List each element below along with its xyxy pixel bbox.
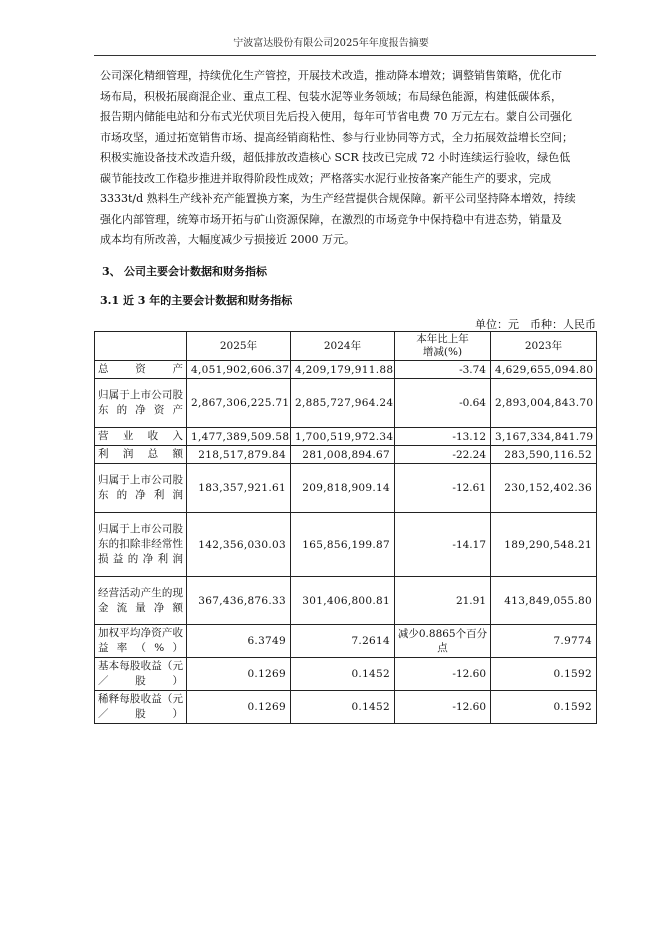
cell-change: 减少0.8865个百分点 — [395, 625, 491, 658]
cell-2024: 0.1452 — [291, 658, 395, 691]
section-3-title: 公司主要会计数据和财务指标 — [124, 265, 267, 278]
cell-2025: 6.3749 — [187, 625, 291, 658]
cell-2023: 413,849,055.80 — [491, 577, 597, 625]
row-label: 稀释每股收益（元／股） — [95, 691, 187, 724]
cell-change: -3.74 — [395, 361, 491, 379]
cell-2023: 283,590,116.52 — [491, 446, 597, 464]
row-label: 归属于上市公司股东的扣除非经常性损益的净利润 — [95, 513, 187, 577]
cell-2024: 301,406,800.81 — [291, 577, 395, 625]
report-header-title: 宁波富达股份有限公司2025年年度报告摘要 — [233, 38, 429, 49]
header-divider — [94, 55, 596, 56]
header-2025: 2025年 — [187, 332, 291, 361]
row-label: 加权平均净资产收益率（%） — [95, 625, 187, 658]
cell-2024: 4,209,179,911.88 — [291, 361, 395, 379]
paragraph-line: 强化内部管理，统筹市场开拓与矿山资源保障，在激烈的市场竞争中保持稳中有进态势，销量及 — [100, 212, 562, 226]
cell-change: -12.61 — [395, 464, 491, 513]
cell-2025: 367,436,876.33 — [187, 577, 291, 625]
row-label: 总资产 — [95, 361, 187, 379]
cell-2023: 7.9774 — [491, 625, 597, 658]
cell-change: -0.64 — [395, 379, 491, 428]
paragraph-line: 公司深化精细管理，持续优化生产管控，开展技术改造，推动降本增效；调整销售策略，优化市 — [100, 69, 562, 82]
cell-2025: 4,051,902,606.37 — [187, 361, 291, 379]
cell-2025: 1,477,389,509.58 — [187, 428, 291, 446]
cell-change: -12.60 — [395, 691, 491, 724]
cell-2024: 1,700,519,972.34 — [291, 428, 395, 446]
row-label: 归属于上市公司股东的净利润 — [95, 464, 187, 513]
cell-2025: 0.1269 — [187, 658, 291, 691]
business-paragraph — [100, 66, 596, 251]
cell-2023: 2,893,004,843.70 — [491, 379, 597, 428]
paragraph-line: 成本均有所改善，大幅度减少亏损接近 2000 万元。 — [100, 233, 355, 246]
cell-change: -14.17 — [395, 513, 491, 577]
row-label: 营业收入 — [95, 428, 187, 446]
cell-change: 21.91 — [395, 577, 491, 625]
header-change: 本年比上年 增减(%) — [395, 332, 491, 361]
row-label: 归属于上市公司股东的净资产 — [95, 379, 187, 428]
cell-2023: 4,629,655,094.80 — [491, 361, 597, 379]
row-label: 利润总额 — [95, 446, 187, 464]
cell-2025: 183,357,921.61 — [187, 464, 291, 513]
financial-indicators-table — [94, 331, 597, 724]
header-2023: 2023年 — [491, 332, 597, 361]
cell-2023: 0.1592 — [491, 658, 597, 691]
paragraph-line: 积极实施设备技术改造升级，超低排放改造核心 SCR 技改已完成 72 小时连续运行验收，绿色低 — [100, 151, 571, 164]
header-2024: 2024年 — [291, 332, 395, 361]
cell-2025: 2,867,306,225.71 — [187, 379, 291, 428]
section-3-number: 3、 — [102, 265, 121, 278]
cell-2025: 218,517,879.84 — [187, 446, 291, 464]
cell-2024: 0.1452 — [291, 691, 395, 724]
cell-2024: 165,856,199.87 — [291, 513, 395, 577]
cell-change: -22.24 — [395, 446, 491, 464]
paragraph-line: 报告期内储能电站和分布式光伏项目先后投入使用，每年可节省电费 70 万元左右。蒙自公司强化 — [100, 110, 572, 123]
cell-2024: 2,885,727,964.24 — [291, 379, 395, 428]
header-blank — [95, 332, 187, 361]
section-3-1-heading: 3.1 近 3 年的主要会计数据和财务指标 — [100, 294, 293, 307]
cell-2024: 7.2614 — [291, 625, 395, 658]
row-label: 基本每股收益（元／股） — [95, 658, 187, 691]
cell-2023: 3,167,334,841.79 — [491, 428, 597, 446]
row-label: 经营活动产生的现金流量净额 — [95, 577, 187, 625]
paragraph-line: 市场攻坚，通过拓宽销售市场、提高经销商粘性、参与行业协同等方式，全力拓展效益增长空间； — [100, 130, 573, 144]
paragraph-line: 3333t/d 熟料生产线补充产能置换方案，为生产经营提供合规保障。新平公司坚持降本增效，持续 — [100, 192, 576, 205]
cell-2023: 189,290,548.21 — [491, 513, 597, 577]
cell-2024: 281,008,894.67 — [291, 446, 395, 464]
cell-2023: 0.1592 — [491, 691, 597, 724]
cell-2023: 230,152,402.36 — [491, 464, 597, 513]
section-3-heading — [102, 263, 267, 279]
paragraph-line: 场布局，积极拓展商混企业、重点工程、包装水泥等业务领域；布局绿色能源，构建低碳体系， — [100, 89, 562, 103]
cell-change: -12.60 — [395, 658, 491, 691]
currency-unit-note: 单位：元 币种：人民币 — [475, 318, 596, 331]
cell-2025: 0.1269 — [187, 691, 291, 724]
cell-2025: 142,356,030.03 — [187, 513, 291, 577]
cell-change: -13.12 — [395, 428, 491, 446]
paragraph-line: 碳节能技改工作稳步推进并取得阶段性成效；严格落实水泥行业按备案产能生产的要求，完成 — [100, 171, 551, 185]
cell-2024: 209,818,909.14 — [291, 464, 395, 513]
